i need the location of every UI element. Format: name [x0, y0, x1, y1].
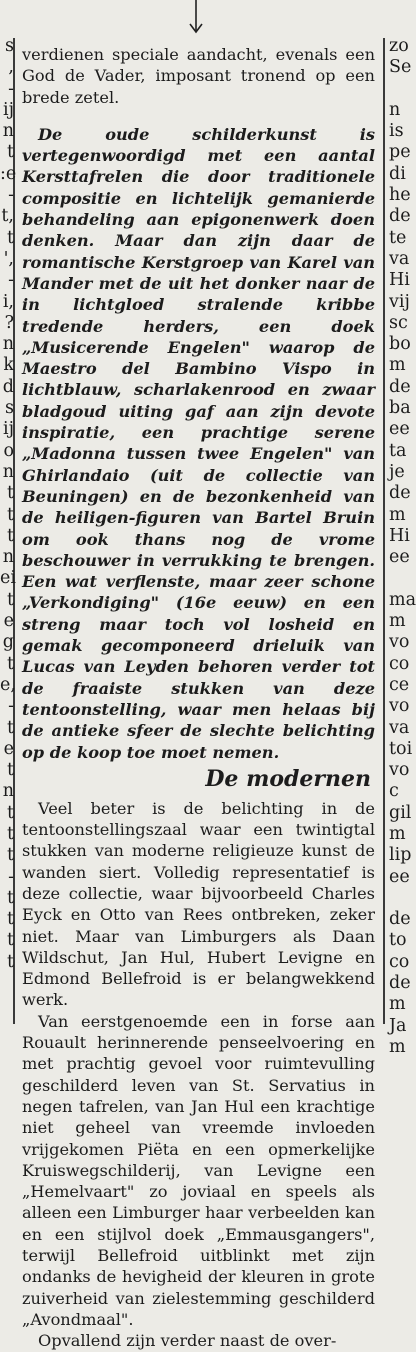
right-column-rule [383, 38, 385, 1024]
down-arrow-mark [186, 0, 206, 34]
paragraph-gap [22, 108, 375, 124]
right-column-fragments: zo Se n is pe di he de te va Hi vij sc bo m de ba ee ta je de m Hi ee ma m vo co ce vo va toi vo c gil m lip ee de to co de m Ja m [389, 36, 416, 1057]
left-column-fragments: s , - ij n t :e - t, t ', - i, ? n k d s ij o n t t t n ei t e g t e, - t e t n t t t - t t t t [0, 36, 17, 972]
article-column [22, 44, 375, 1352]
paragraph-1: verdienen speciale aandacht, evenals een God de Vader, imposant tronend op een brede zetel. [22, 45, 375, 107]
section-heading: De modernen [205, 765, 371, 792]
paragraph-works: Van eerstgenoemde een in forse aan Rouault herinnerende penseelvoering en met prachtig gevoel voor ruimtevulling geschilderd leven van St. Servatius in negen tafrelen, van Jan Hul een krachtige niet geheel van vreemde invloeden vrijgekomen Piëta en een opmerkelijke Kruiswegschilderij, van Levigne een „Hemelvaart" zo joviaal en speels als alleen een Limburger haar verbeelden kan en een stijlvol doek „Emmausgangers", terwijl Bellefroid uitblinkt met zijn ondanks de hevigheid der kleuren in grote zuiverheid van zielestemming geschilderd „Avondmaal". [22, 1011, 375, 1329]
paragraph-lighting: Veel beter is de belichting in de tentoonstellingszaal waar een twintigtal stukken van moderne religieuze kunst de wanden siert. Volledig representatief is deze collectie, waar bijvoorbeeld Charles Eyck en Otto van Rees ontbreken, zeker niet. Maar van Limburgers als Daan Wildschut, Jan Hul, Hubert Levigne en Edmond Bellefroid is er belangwekkend werk. [22, 798, 375, 1010]
paragraph-old-masters: De oude schilderkunst is vertegenwoordigd met een aantal Kersttafrelen die door traditionele compositie en lichtelijk gemanierde behandeling aan epigonenwerk doen denken. Maar dan zijn daar de romantische Kerstgroep van Karel van Mander met de uit het donker naar de in lichtgloed stralende kribbe tredende herders, een doek „Musicerende Engelen" waarop de Maestro del Bambino Vispo in lichtblauw, scharlakenrood en zwaar bladgoud uiting gaf aan zijn devote inspiratie, een prachtige serene „Madonna tussen twee Engelen" van Ghirlandaio (uit de collectie van Beuningen) en de bezonkenheid van de heiligen-figuren van Bartel Bruin om ook thans nog de vrome beschouwer in verrukking te brengen. Een wat verflenste, maar zeer schone „Verkondiging" (16e eeuw) en een streng maar toch vol losheid en gemak gecomponeerd drieluik van Lucas van Leyden behoren verder tot de fraaiste stukken van deze tentoonstelling, waar men helaas bij de antieke sfeer de slechte belichting op de koop toe moet nemen. [22, 124, 375, 762]
paragraph-continued: Opvallend zijn verder naast de over- [38, 1331, 337, 1351]
